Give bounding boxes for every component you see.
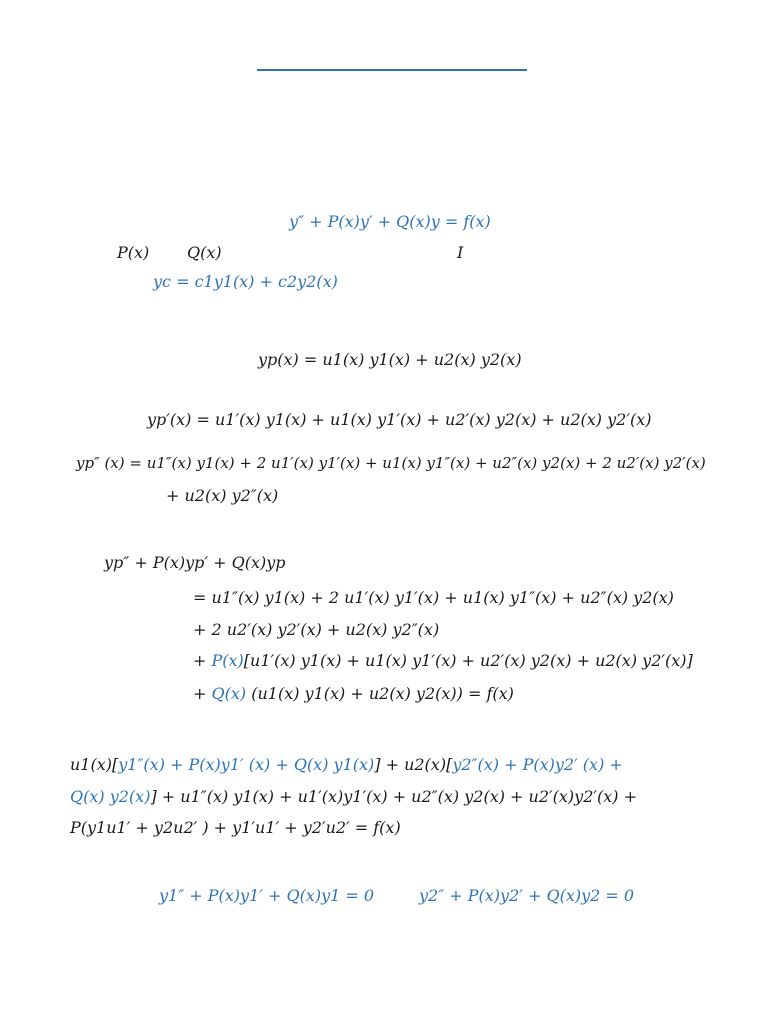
p-coefficient: P(x) bbox=[211, 651, 244, 670]
second-derivative-line2: + u2(x) y2″(x) bbox=[166, 486, 279, 505]
ode-equation: y″ + P(x)y′ + Q(x)y = f(x) bbox=[289, 212, 491, 231]
homogeneous-y2: y2″ + P(x)y2′ + Q(x)y2 = 0 bbox=[419, 886, 635, 905]
grouped-line3: P(y1u1′ + y2u2′ ) + y1′u1′ + y2′u2′ = f(x) bbox=[70, 818, 401, 837]
first-derivative: yp′(x) = u1′(x) y1(x) + u1(x) y1′(x) + u2′(x) y2(x) + u2(x) y2′(x) bbox=[147, 410, 652, 429]
second-derivative-line1: yp″ (x) = u1″(x) y1(x) + 2 u1′(x) y1′(x) + u1(x) y1″(x) + u2″(x) y2(x) + 2 u2′(x) y2′(x) bbox=[76, 454, 706, 472]
particular-solution: yp(x) = u1(x) y1(x) + u2(x) y2(x) bbox=[258, 350, 522, 369]
group-2b: ] + u1″(x) y1(x) + u1′(x)y1′(x) + u2″(x) y2(x) + u2′(x)y2′(x) + bbox=[150, 787, 638, 806]
complementary-solution: yc = c1y1(x) + c2y2(x) bbox=[153, 272, 338, 291]
p-label: P(x) bbox=[117, 243, 150, 262]
interval-label: I bbox=[457, 243, 464, 262]
q-label: Q(x) bbox=[187, 243, 222, 262]
substitution-lhs: yp″ + P(x)yp′ + Q(x)yp bbox=[104, 553, 286, 572]
group-2a: Q(x) y2(x) bbox=[70, 787, 151, 806]
grouped-line1 bbox=[70, 755, 623, 775]
substitution-line4 bbox=[193, 684, 514, 704]
group-1a: u1(x)[ bbox=[70, 755, 119, 774]
substitution-line3 bbox=[193, 651, 693, 671]
q-bracket: (u1(x) y1(x) + u2(x) y2(x)) = f(x) bbox=[251, 684, 514, 703]
grouped-line2 bbox=[70, 787, 637, 807]
homogeneous-y1: y1″ + P(x)y1′ + Q(x)y1 = 0 bbox=[159, 886, 375, 905]
plus-sign: + bbox=[193, 651, 212, 670]
group-1c: ] + u2(x)[ bbox=[374, 755, 453, 774]
q-coefficient: Q(x) bbox=[211, 684, 247, 703]
p-bracket: [u1′(x) y1(x) + u1(x) y1′(x) + u2′(x) y2(x) + u2(x) y2′(x)] bbox=[243, 651, 693, 670]
substitution-line1: = u1″(x) y1(x) + 2 u1′(x) y1′(x) + u1(x) y1″(x) + u2″(x) y2(x) bbox=[193, 588, 674, 607]
title-underline bbox=[257, 69, 527, 71]
substitution-line2: + 2 u2′(x) y2′(x) + u2(x) y2″(x) bbox=[193, 620, 440, 639]
group-1b: y1″(x) + P(x)y1′ (x) + Q(x) y1(x) bbox=[118, 755, 375, 774]
group-1d: y2″(x) + P(x)y2′ (x) + bbox=[452, 755, 623, 774]
plus-sign: + bbox=[193, 684, 212, 703]
